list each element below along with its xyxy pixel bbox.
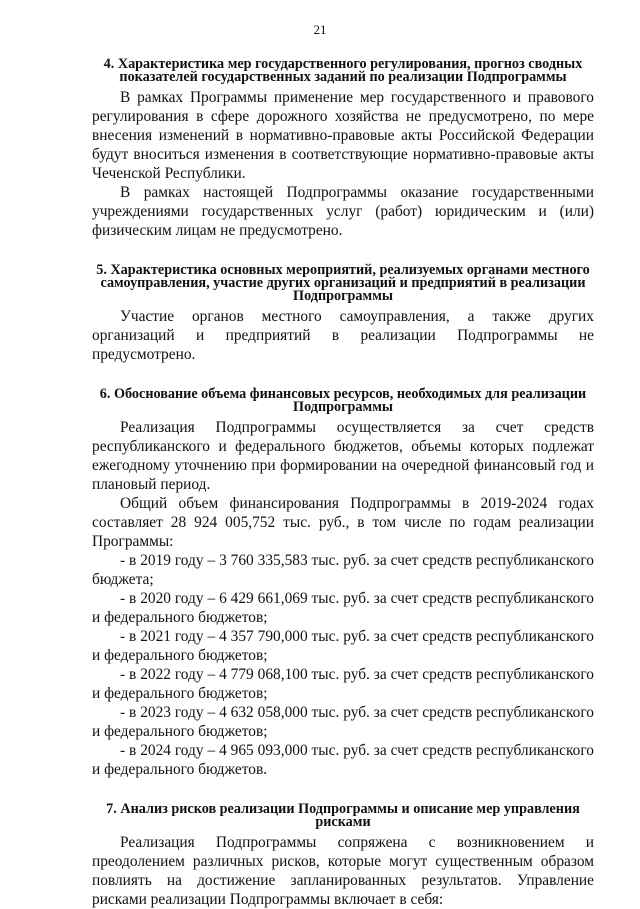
paragraph: Реализация Подпрограммы сопряжена с возникновением и преодолением различных рисков, которые могут существенным образом повлиять на достижение запланированных результатов. Управление рисками реализации Подпрограммы включает в себя:: [92, 834, 594, 908]
page-number: 21: [313, 22, 327, 37]
paragraph: В рамках Программы применение мер государственного и правового регулирования в сфере дорожного хозяйства не предусмотрено, по мере внесения изменений в нормативно-правовые акты Российской Федерации будут вноситься изменения в соответствующие нормативно-правовые акты Чеченской Республики.: [92, 89, 594, 182]
section-heading: 6. Обоснование объема финансовых ресурсов, необходимых для реализации Подпрограммы: [99, 386, 587, 415]
paragraph: В рамках настоящей Подпрограммы оказание государственными учреждениями государственных услуг (работ) юридическим и (или) физическим лицам не предусмотрено.: [92, 184, 594, 239]
list-item: - в 2020 году – 6 429 661,069 тыс. руб. за счет средств республиканского и федерального бюджетов;: [92, 590, 594, 626]
section-5: [92, 264, 594, 364]
list-item: - в 2021 году – 4 357 790,000 тыс. руб. за счет средств республиканского и федерального бюджетов;: [92, 628, 594, 664]
list-item: - в 2022 году – 4 779 068,100 тыс. руб. за счет средств республиканского и федерального бюджетов;: [92, 666, 594, 702]
section-heading: 7. Анализ рисков реализации Подпрограммы и описание мер управления рисками: [106, 801, 580, 830]
paragraph: Реализация Подпрограммы осуществляется за счет средств республиканского и федерального бюджетов, объемы которых подлежат ежегодному уточнению при формировании на очередной финансовый год и плановый период.: [92, 419, 594, 493]
section-7: [92, 803, 594, 909]
section-heading: 5. Характеристика основных мероприятий, реализуемых органами местного самоуправления, участие других организаций и предприятий в реализации Подпрограммы: [96, 262, 590, 304]
list-item: - в 2019 году – 3 760 335,583 тыс. руб. за счет средств республиканского бюджета;: [92, 552, 594, 588]
document-body: [92, 58, 594, 909]
section-heading: 4. Характеристика мер государственного регулирования, прогноз сводных показателей государственных заданий по реализации Подпрограммы: [103, 56, 583, 85]
section-4: [92, 58, 594, 240]
paragraph: Общий объем финансирования Подпрограммы в 2019-2024 годах составляет 28 924 005,752 тыс. руб., в том числе по годам реализации Программы:: [92, 495, 594, 550]
list-item: - в 2024 году – 4 965 093,000 тыс. руб. за счет средств республиканского и федерального бюджетов.: [92, 742, 594, 778]
paragraph: Участие органов местного самоуправления, а также других организаций и предприятий в реализации Подпрограммы не предусмотрено.: [92, 308, 594, 363]
section-6: [92, 388, 594, 779]
list-item: - в 2023 году – 4 632 058,000 тыс. руб. за счет средств республиканского и федерального бюджетов;: [92, 704, 594, 740]
